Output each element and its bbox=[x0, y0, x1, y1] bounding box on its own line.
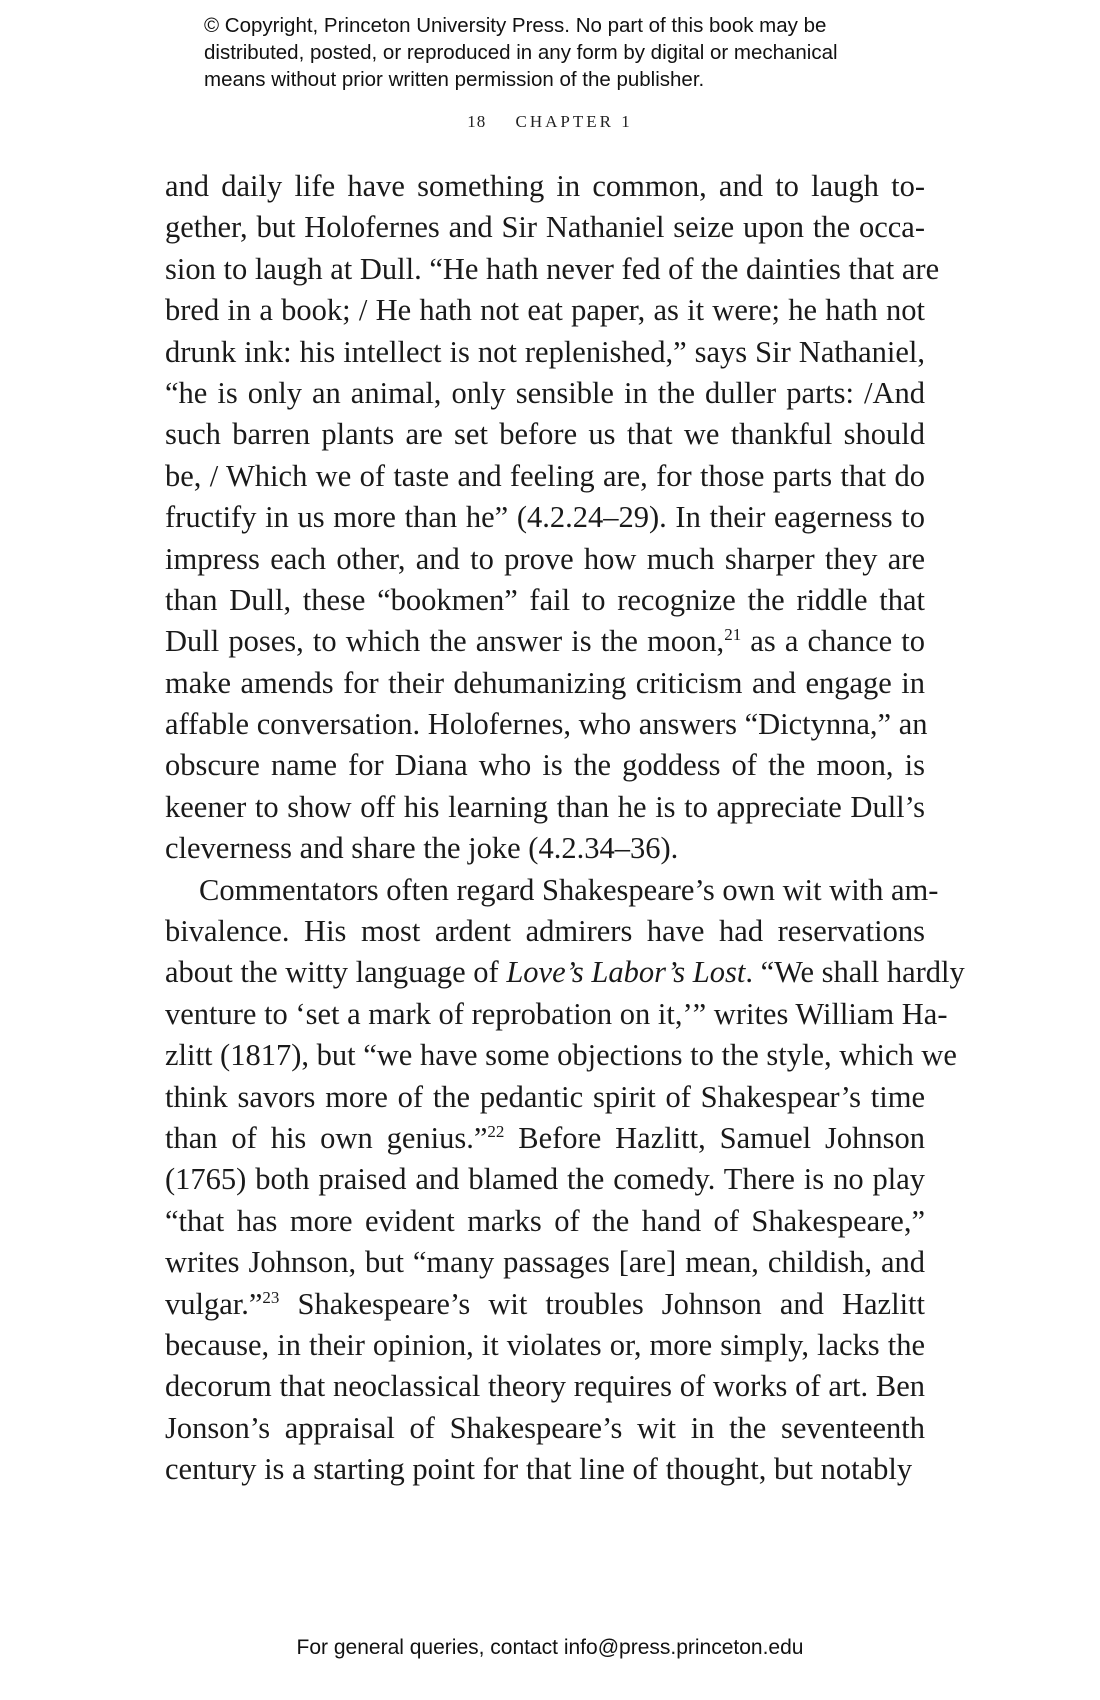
text-line: “he is only an animal, only sensible in the duller parts: /And bbox=[165, 375, 925, 410]
text-line: zlitt (1817), but “we have some objections to the style, which we bbox=[165, 1038, 957, 1073]
text-line: drunk ink: his intellect is not replenished,” says Sir Nathaniel, bbox=[165, 334, 925, 369]
footer-contact: For general queries, contact info@press.princeton.edu bbox=[296, 1636, 804, 1659]
page-number: 18 bbox=[467, 112, 487, 131]
text-line: sion to laugh at Dull. “He hath never fed of the dainties that are bbox=[165, 251, 940, 286]
footnote-marker: 21 bbox=[724, 625, 742, 645]
copyright-line: © Copyright, Princeton University Press. No part of this book may be bbox=[204, 14, 827, 37]
text-line: writes Johnson, but “many passages [are] mean, childish, and bbox=[165, 1245, 925, 1280]
text-line: Dull poses, to which the answer is the moon,$^{21}$ as a chance to bbox=[165, 624, 925, 659]
text-line: think savors more of the pedantic spirit of Shakespear’s time bbox=[165, 1079, 925, 1114]
text-line: be, / Which we of taste and feeling are, for those parts that do bbox=[165, 458, 925, 493]
paragraph-1 bbox=[165, 166, 940, 870]
text-line: bred in a book; / He hath not eat paper, as it were; he hath not bbox=[165, 293, 925, 328]
text-line: decorum that neoclassical theory requires of works of art. Ben bbox=[165, 1369, 925, 1404]
text-line: vulgar.”$^{23}$ Shakespeare’s wit troubles Johnson and Hazlitt bbox=[165, 1286, 925, 1321]
text-line: about the witty language of Love’s Labor’s Lost. “We shall hardly bbox=[165, 955, 965, 990]
text-line: “that has more evident marks of the hand of Shakespeare,” bbox=[165, 1203, 925, 1238]
footnote-marker: 23 bbox=[262, 1287, 280, 1307]
text-line: keener to show off his learning than he is to appreciate Dull’s bbox=[165, 789, 925, 824]
text-line: century is a starting point for that line of thought, but notably bbox=[165, 1452, 913, 1487]
text-line: Jonson’s appraisal of Shakespeare’s wit in the seventeenth bbox=[165, 1410, 925, 1445]
chapter-title: CHAPTER 1 bbox=[515, 112, 633, 131]
footnote-marker: 22 bbox=[487, 1121, 505, 1141]
paragraph-2 bbox=[165, 870, 965, 1491]
text-line: gether, but Holofernes and Sir Nathaniel seize upon the occa- bbox=[165, 210, 925, 245]
copyright-line: distributed, posted, or reproduced in any form by digital or mechanical bbox=[204, 41, 838, 64]
text-line: Commentators often regard Shakespeare’s own wit with am- bbox=[199, 872, 939, 907]
text-line: because, in their opinion, it violates or, more simply, lacks the bbox=[165, 1327, 925, 1362]
body-text bbox=[165, 166, 965, 1491]
text-line: affable conversation. Holofernes, who answers “Dictynna,” an bbox=[165, 707, 928, 742]
text-line: and daily life have something in common, and to laugh to- bbox=[165, 169, 925, 203]
book-title: Love’s Labor’s Lost bbox=[506, 955, 746, 990]
text-line: than Dull, these “bookmen” fail to recognize the riddle that bbox=[165, 582, 925, 617]
text-line: such barren plants are set before us that we thankful should bbox=[165, 417, 925, 452]
text-line: fructify in us more than he” (4.2.24–29). In their eagerness to bbox=[165, 500, 925, 535]
copyright-notice bbox=[204, 12, 924, 93]
text-line: bivalence. His most ardent admirers have had reservations bbox=[165, 914, 925, 949]
text-line: obscure name for Diana who is the goddess of the moon, is bbox=[165, 748, 925, 783]
text-line: than of his own genius.”$^{22}$ Before Hazlitt, Samuel Johnson bbox=[165, 1120, 925, 1155]
text-line: impress each other, and to prove how much sharper they are bbox=[165, 541, 925, 576]
text-line: cleverness and share the joke (4.2.34–36). bbox=[165, 831, 679, 866]
running-head bbox=[0, 112, 1100, 132]
text-line: make amends for their dehumanizing criticism and engage in bbox=[165, 665, 925, 700]
text-line: venture to ‘set a mark of reprobation on it,’” writes William Ha- bbox=[165, 996, 948, 1031]
copyright-line: means without prior written permission of the publisher. bbox=[204, 68, 705, 91]
text-line: (1765) both praised and blamed the comedy. There is no play bbox=[165, 1162, 925, 1197]
